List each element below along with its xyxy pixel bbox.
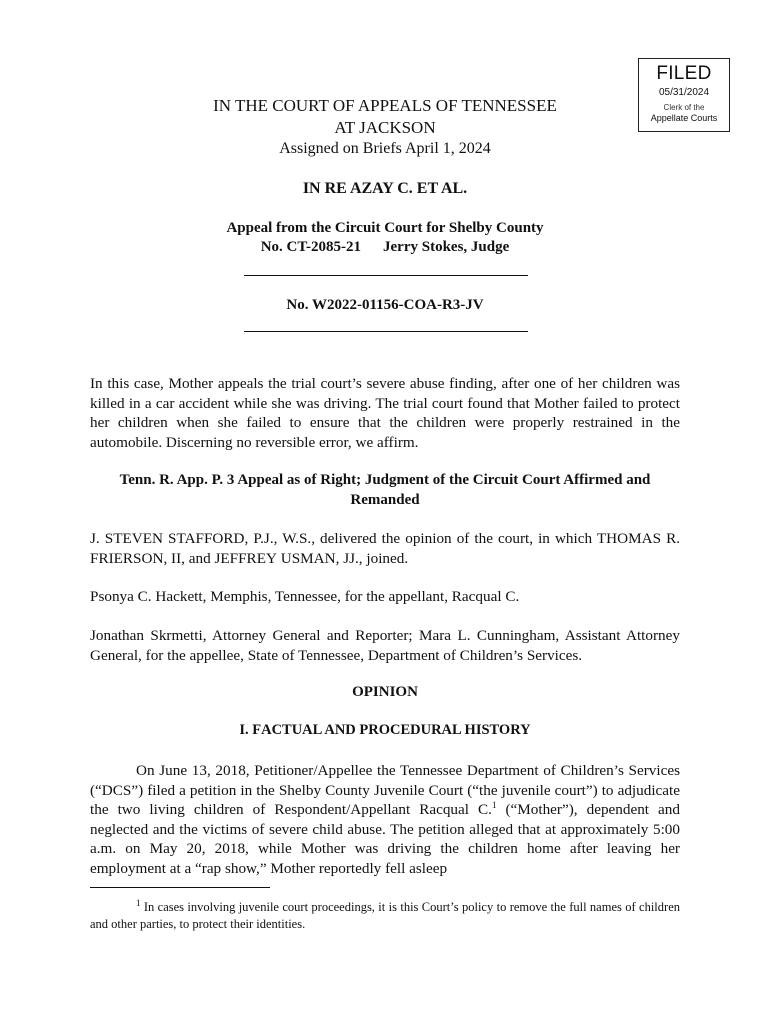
body-paragraph: On June 13, 2018, Petitioner/Appellee the Tennessee Department of Children’s Services (“DCS”) filed a petition in the Shelby County Juvenile Court (“the juvenile court”) to adjudicate the two living children of Respondent/Appellant Racqual C.$^1$ (“Mother”), dependent and neglected and the victims of severe child abuse. The petition alleged that at approximately 5:00 a.m. on May 20, 2018, while Mother was driving the children home after leaving her employment at a “rap show,” Mother reportedly fell asleep [90,762,680,877]
appellee-counsel: Jonathan Skrmetti, Attorney General and Reporter; Mara L. Cunningham, Assistant Attorney General, for the appellee, State of Tennessee, Department of Children’s Services. [90,627,680,664]
footnote-divider [90,887,270,888]
court-name: IN THE COURT OF APPEALS OF TENNESSEE [213,96,557,115]
opinion-heading: OPINION [352,684,418,700]
divider-rule [244,275,528,276]
holding: Tenn. R. App. P. 3 Appeal as of Right; Judgment of the Circuit Court Affirmed and Remanded [119,472,651,508]
stamp-date: 05/31/2024 [658,87,710,98]
assigned-date: Assigned on Briefs April 1, 2024 [279,140,491,157]
trial-judge: Jerry Stokes, Judge [383,239,510,255]
footnote-reference[interactable]: 1 [491,799,497,810]
appeal-number-judge [0,239,770,256]
stamp-courts: Appellate Courts [650,113,718,123]
docket-number: No. W2022-01156-COA-R3-JV [286,297,484,313]
appellant-counsel: Psonya C. Hackett, Memphis, Tennessee, for the appellant, Racqual C. [90,588,520,605]
footnote-number: 1 [136,897,141,908]
case-summary: In this case, Mother appeals the trial court’s severe abuse finding, after one of her children was killed in a car accident while she was driving. The trial court found that Mother failed to protect her children when she failed to ensure that the children were properly restrained in the automobile. Discerning no reversible error, we affirm. [90,375,680,451]
appeal-from: Appeal from the Circuit Court for Shelby County [226,220,544,236]
footnote: $^1$ In cases involving juvenile court proceedings, it is this Court’s policy to remove the full names of children and other parties, to protect their identities. [90,897,680,931]
stamp-title: FILED [656,63,712,84]
section-heading: I. FACTUAL AND PROCEDURAL HISTORY [239,722,531,738]
divider-rule [244,331,528,332]
case-title: IN RE AZAY C. ET AL. [302,180,468,197]
trial-case-number: No. CT-2085-21 [260,239,362,255]
opinion-authorship: J. STEVEN STAFFORD, P.J., W.S., delivered the opinion of the court, in which THOMAS R. FRIERSON, II, and JEFFREY USMAN, JJ., joined. [90,530,681,567]
stamp-clerk: Clerk of the [663,103,705,112]
court-location: AT JACKSON [334,118,436,137]
